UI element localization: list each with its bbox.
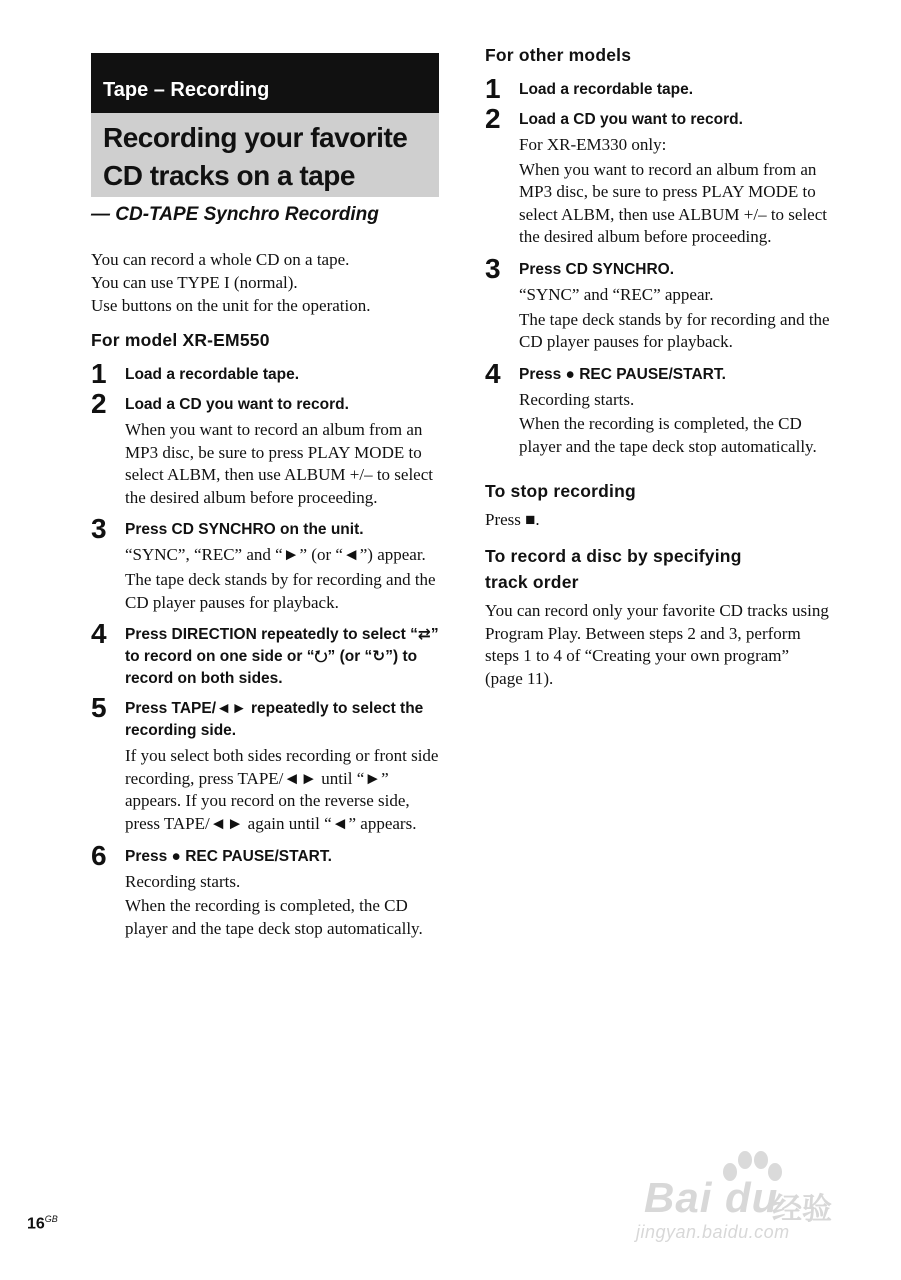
page-number-suffix: GB: [44, 1214, 58, 1224]
step-number: 6: [91, 839, 107, 871]
step-body: [125, 745, 443, 835]
page-number-value: 16: [27, 1215, 45, 1233]
stop-recording-heading: To stop recording: [485, 481, 636, 501]
step-title: Press DIRECTION repeatedly to select “⇄” to record on one side or “⭮” (or “↻”) to record on both sides.: [125, 626, 439, 688]
step-body-paragraph: Recording starts.: [519, 389, 635, 409]
page-title-line-1: Recording your favorite: [103, 122, 408, 153]
step: [485, 252, 837, 354]
intro-text: [91, 248, 443, 317]
step-body-paragraph: The tape deck stands by for recording and the CD player pauses for playback.: [519, 309, 830, 352]
step: [91, 388, 443, 509]
step: [485, 103, 837, 249]
step-title: Load a recordable tape.: [519, 81, 693, 98]
model-b-heading: For other models: [485, 45, 632, 65]
step-title: Load a CD you want to record.: [125, 396, 349, 413]
step: [485, 73, 837, 104]
step-title: Press ● REC PAUSE/START.: [125, 847, 332, 865]
step-body-paragraph: If you select both sides recording or front side recording, press TAPE/◄► until “►” appears. If you record on the reverse side, press TAPE/◄► again until “◄” appears.: [125, 746, 439, 833]
step: [91, 513, 443, 614]
step-title: Press ● REC PAUSE/START.: [519, 365, 726, 383]
watermark-cn: 经验: [772, 1193, 832, 1226]
step-number: 3: [485, 252, 501, 284]
watermark: [636, 1150, 866, 1250]
page-title: [91, 113, 439, 197]
model-a-steps: [91, 358, 443, 950]
model-b-steps: [485, 73, 837, 469]
step-body-paragraph: “SYNC”, “REC” and “►” (or “◄”) appear.: [125, 545, 426, 565]
track-order-text: You can record only your favorite CD tracks using Program Play. Between steps 2 and 3, perform steps 1 to 4 of “Creating your own program” (page 11).: [485, 601, 829, 688]
step-body: [519, 284, 837, 354]
section-label: Tape – Recording: [91, 53, 439, 113]
step: [91, 839, 443, 941]
intro-line: You can record a whole CD on a tape.: [91, 250, 350, 269]
intro-line: Use buttons on the unit for the operation.: [91, 296, 371, 315]
step-number: 1: [485, 73, 501, 104]
model-a-heading: For model XR-EM550: [91, 330, 270, 350]
track-order-heading-line-2: track order: [485, 572, 579, 592]
track-order-heading-line-1: To record a disc by specifying: [485, 546, 742, 566]
step-title: Load a recordable tape.: [125, 366, 299, 383]
step-body-paragraph: “SYNC” and “REC” appear.: [519, 284, 714, 304]
step-title: Press CD SYNCHRO on the unit.: [125, 521, 364, 539]
page-title-line-2: CD tracks on a tape: [103, 160, 355, 191]
step-body: [125, 419, 443, 509]
watermark-url: jingyan.baidu.com: [636, 1222, 790, 1242]
step-body: [519, 134, 837, 249]
step-number: 4: [91, 618, 107, 650]
step-number: 2: [91, 388, 107, 419]
step-body: [125, 871, 443, 941]
step-title: Press TAPE/◄► repeatedly to select the recording side.: [125, 700, 424, 740]
step: [91, 692, 443, 835]
watermark-brand: Bai du: [644, 1174, 779, 1221]
page-number: [27, 1214, 58, 1233]
step: [91, 358, 443, 389]
intro-line: You can use TYPE I (normal).: [91, 273, 298, 292]
step-body-paragraph: When you want to record an album from an MP3 disc, be sure to press PLAY MODE to select ALBM, then use ALBUM +/– to select the desired album before proceeding.: [125, 420, 433, 507]
step-number: 3: [91, 513, 107, 545]
step: [485, 357, 837, 459]
step-body-paragraph: When you want to record an album from an MP3 disc, be sure to press PLAY MODE to select ALBM, then use ALBUM +/– to select the desired album before proceeding.: [519, 159, 827, 247]
stop-recording-text: Press ■.: [485, 510, 540, 529]
step-body-paragraph: Recording starts.: [125, 871, 241, 891]
step-body-paragraph: When the recording is completed, the CD player and the tape deck stop automatically.: [519, 414, 817, 456]
step-body: [125, 544, 443, 614]
step-body-paragraph: When the recording is completed, the CD player and the tape deck stop automatically.: [125, 896, 423, 938]
step-title: Press CD SYNCHRO.: [519, 260, 675, 278]
step-number: 5: [91, 692, 107, 724]
step-number: 1: [91, 358, 107, 389]
step-title: Load a CD you want to record.: [519, 111, 743, 128]
step-body: [519, 389, 837, 459]
page-subtitle: — CD-TAPE Synchro Recording: [91, 204, 379, 225]
step-body-paragraph: The tape deck stands by for recording and the CD player pauses for playback.: [125, 569, 436, 612]
step-number: 4: [485, 357, 501, 389]
step-body-paragraph: For XR-EM330 only:: [519, 135, 667, 154]
step: [91, 618, 443, 690]
step-number: 2: [485, 103, 501, 134]
track-order-heading: [485, 543, 742, 595]
